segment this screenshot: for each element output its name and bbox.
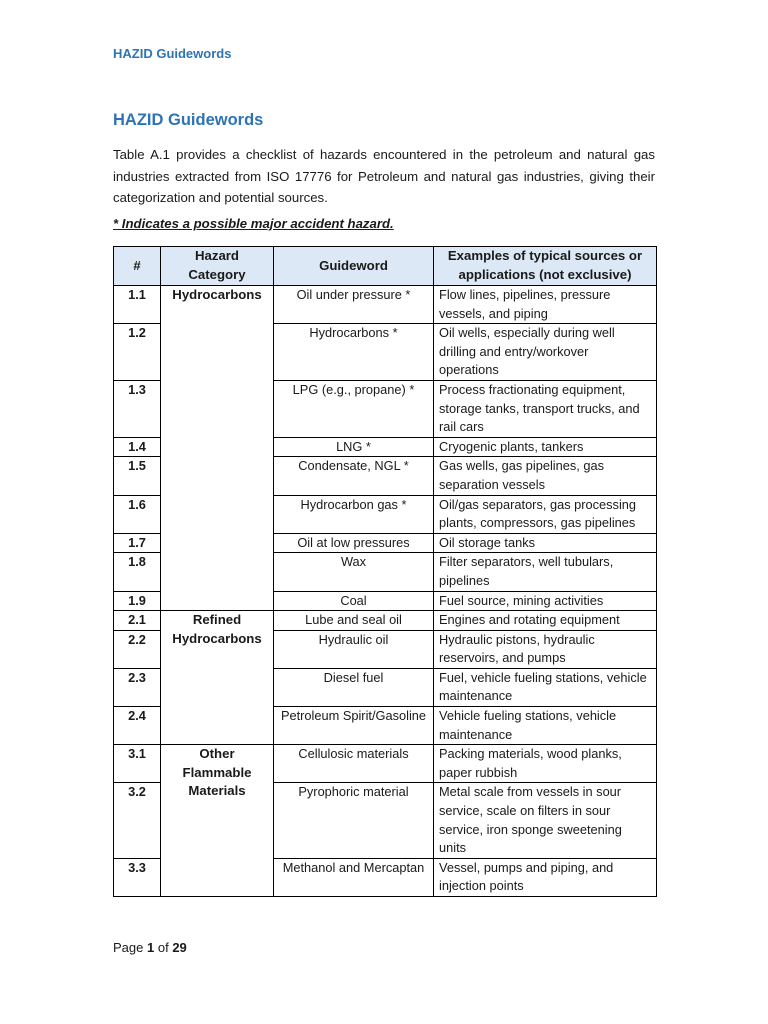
hazard-category-hydrocarbons: Hydrocarbons xyxy=(161,286,274,611)
row-number: 1.4 xyxy=(114,437,161,457)
guideword-cell: Hydraulic oil xyxy=(274,630,434,668)
guideword-cell: Wax xyxy=(274,553,434,591)
guideword-cell: Petroleum Spirit/Gasoline xyxy=(274,707,434,745)
footer-of-label: of xyxy=(157,940,169,955)
hazard-category-refined: Refined Hydrocarbons xyxy=(161,611,274,745)
table-row xyxy=(114,611,657,631)
row-number: 1.2 xyxy=(114,324,161,381)
row-number: 2.3 xyxy=(114,668,161,706)
guideword-cell: Lube and seal oil xyxy=(274,611,434,631)
footer-total-pages: 29 xyxy=(172,940,187,955)
row-number: 1.1 xyxy=(114,286,161,324)
examples-cell: Packing materials, wood planks, paper rubbish xyxy=(434,745,657,783)
examples-cell: Flow lines, pipelines, pressure vessels, and piping xyxy=(434,286,657,324)
row-number: 1.9 xyxy=(114,591,161,611)
table-row xyxy=(114,745,657,783)
row-number: 2.1 xyxy=(114,611,161,631)
row-number: 1.6 xyxy=(114,495,161,533)
examples-cell: Vessel, pumps and piping, and injection points xyxy=(434,858,657,896)
guideword-cell: Methanol and Mercaptan xyxy=(274,858,434,896)
intro-paragraph: Table A.1 provides a checklist of hazards encountered in the petroleum and natural gas industries extracted from ISO 17776 for Petroleum and natural gas industries, giving their categorization and potential sources. xyxy=(113,147,655,205)
examples-cell: Oil storage tanks xyxy=(434,533,657,553)
guideword-cell: Hydrocarbon gas * xyxy=(274,495,434,533)
guideword-cell: Cellulosic materials xyxy=(274,745,434,783)
row-number: 1.8 xyxy=(114,553,161,591)
row-number: 1.3 xyxy=(114,380,161,437)
row-number: 3.1 xyxy=(114,745,161,783)
examples-cell: Fuel, vehicle fueling stations, vehicle maintenance xyxy=(434,668,657,706)
header-num: # xyxy=(114,247,161,286)
major-hazard-note: * Indicates a possible major accident hazard. xyxy=(113,216,394,231)
table-row xyxy=(114,286,657,324)
examples-cell: Cryogenic plants, tankers xyxy=(434,437,657,457)
guideword-cell: Condensate, NGL * xyxy=(274,457,434,495)
examples-cell: Engines and rotating equipment xyxy=(434,611,657,631)
examples-cell: Process fractionating equipment, storage tanks, transport trucks, and rail cars xyxy=(434,380,657,437)
examples-cell: Vehicle fueling stations, vehicle maintenance xyxy=(434,707,657,745)
row-number: 3.3 xyxy=(114,858,161,896)
guideword-cell: Hydrocarbons * xyxy=(274,324,434,381)
guideword-cell: LPG (e.g., propane) * xyxy=(274,380,434,437)
hazard-table xyxy=(113,246,657,897)
guideword-cell: Oil at low pressures xyxy=(274,533,434,553)
header-category: Hazard Category xyxy=(161,247,274,286)
hazard-category-other: Other Flammable Materials xyxy=(161,745,274,897)
examples-cell: Gas wells, gas pipelines, gas separation vessels xyxy=(434,457,657,495)
row-number: 2.2 xyxy=(114,630,161,668)
guideword-cell: LNG * xyxy=(274,437,434,457)
row-number: 3.2 xyxy=(114,783,161,858)
footer-current-page: 1 xyxy=(147,940,155,955)
row-number: 1.5 xyxy=(114,457,161,495)
running-header: HAZID Guidewords xyxy=(113,46,232,61)
examples-cell: Metal scale from vessels in sour service, scale on filters in sour service, iron sponge sweetening units xyxy=(434,783,657,858)
guideword-cell: Coal xyxy=(274,591,434,611)
guideword-cell: Diesel fuel xyxy=(274,668,434,706)
footer-page-label: Page xyxy=(113,940,144,955)
examples-cell: Fuel source, mining activities xyxy=(434,591,657,611)
page-footer xyxy=(113,940,187,955)
examples-cell: Hydraulic pistons, hydraulic reservoirs, and pumps xyxy=(434,630,657,668)
row-number: 2.4 xyxy=(114,707,161,745)
row-number: 1.7 xyxy=(114,533,161,553)
examples-cell: Oil/gas separators, gas processing plants, compressors, gas pipelines xyxy=(434,495,657,533)
examples-cell: Oil wells, especially during well drilling and entry/workover operations xyxy=(434,324,657,381)
header-examples: Examples of typical sources or applications (not exclusive) xyxy=(434,247,657,286)
guideword-cell: Oil under pressure * xyxy=(274,286,434,324)
guideword-cell: Pyrophoric material xyxy=(274,783,434,858)
table-header-row xyxy=(114,247,657,286)
page-title: HAZID Guidewords xyxy=(113,111,264,129)
examples-cell: Filter separators, well tubulars, pipelines xyxy=(434,553,657,591)
header-guideword: Guideword xyxy=(274,247,434,286)
